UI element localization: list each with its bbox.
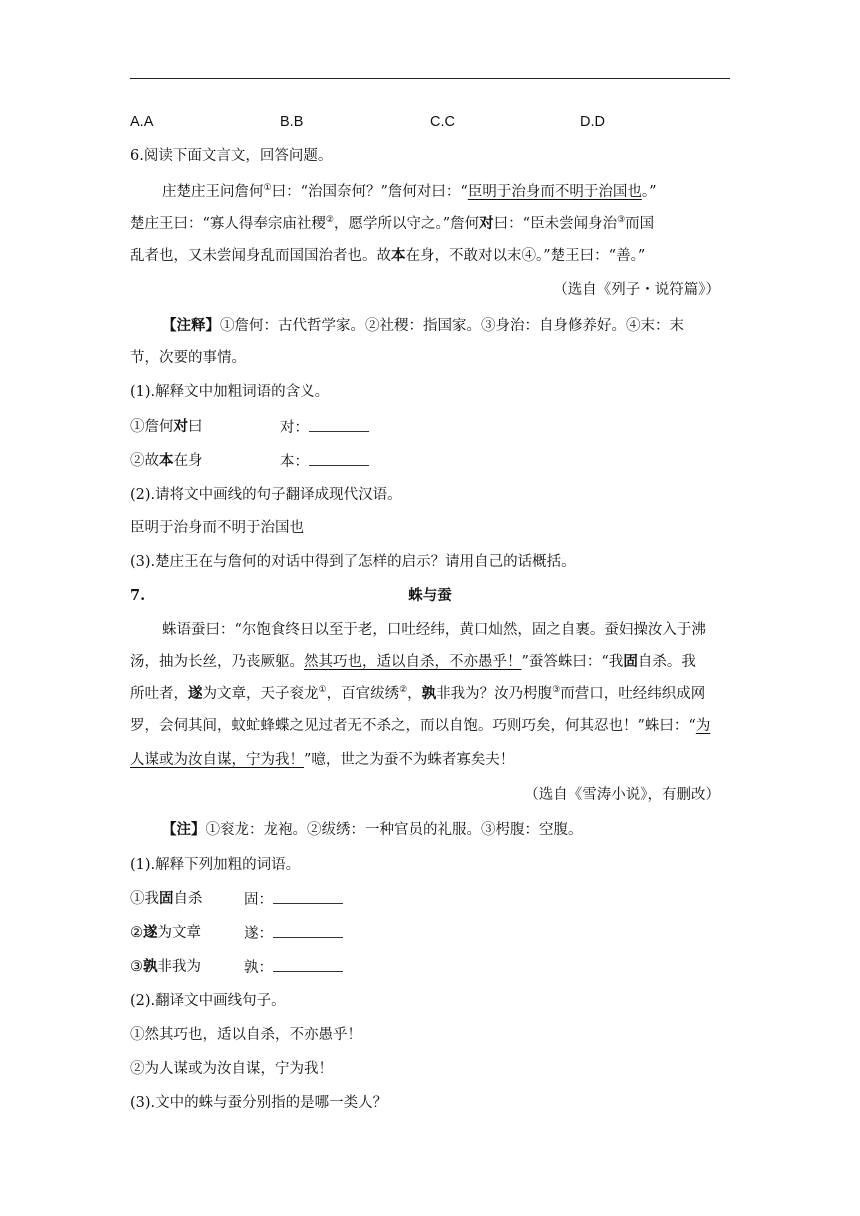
- option-c: C.C: [430, 114, 455, 130]
- text: 罗，会伺其间，蚊虻蜂蝶之见过者无不杀之，而以自饱。巧则巧矣，何其忍也！”蛛曰：“: [130, 718, 696, 734]
- notes-label: 【注】: [162, 821, 206, 838]
- notes-text: ①衮龙：龙袍。②绂绣：一种官员的礼服。③枵腹：空腹。: [205, 822, 583, 838]
- q6-heading: 6.阅读下面文言文，回答问题。: [130, 148, 333, 164]
- bold-word: 对: [173, 418, 188, 435]
- text: 曰：“臣未尝闻身治: [493, 216, 618, 232]
- q7-header: [130, 586, 730, 606]
- text: ，愿学所以守之。”詹何: [334, 216, 480, 232]
- footnote-mark: ②: [399, 685, 408, 696]
- answer-blank[interactable]: [273, 957, 343, 972]
- text: ”噫，世之为蚕不为蛛者寡矣夫！: [304, 752, 515, 768]
- text: 。”: [641, 184, 657, 200]
- text: ①詹何: [130, 419, 174, 435]
- text: 而营口，吐经纬织成网: [560, 686, 706, 702]
- question-number: 7.: [130, 587, 146, 604]
- underlined-sentence: 为: [695, 718, 711, 734]
- option-d: D.D: [580, 114, 605, 130]
- bold-word: 固: [159, 890, 174, 907]
- footnote-mark: ③: [617, 215, 626, 226]
- text: 自杀。我: [637, 654, 696, 670]
- footnote-mark: ②: [325, 215, 334, 226]
- q6-notes-line-2: 节，次要的事情。: [130, 350, 246, 366]
- bold-word: 遂: [188, 685, 203, 702]
- text: 庄楚庄王问詹何: [162, 184, 264, 200]
- answer-slot: [244, 923, 343, 944]
- top-divider: [130, 78, 730, 79]
- bold-word: 本: [159, 452, 174, 469]
- bold-word: 遂: [143, 924, 158, 941]
- q7-item-1: [130, 889, 730, 909]
- answer-options: [130, 112, 730, 132]
- q6-sentence: 臣明于治身而不明于治国也: [130, 520, 304, 536]
- text: ②故: [130, 453, 159, 469]
- answer-slot: [280, 451, 369, 472]
- text: 乱者也，又未尝闻身乱而国国治者也。故: [130, 248, 391, 264]
- text: 为文章，天子衮龙: [202, 686, 319, 702]
- text: 而国: [625, 216, 655, 232]
- text: 非我为: [157, 959, 201, 975]
- q7-item-2: [130, 923, 730, 943]
- text: 在身，不敢对以末④。”楚王曰：“善。”: [405, 248, 646, 264]
- footnote-mark: ①: [263, 183, 272, 194]
- bold-word: 本: [391, 247, 406, 264]
- q7-passage-line-1: 蛛语蚕曰：“尔饱食终日以至于老，口吐经纬，黄口灿然，固之自裹。蚕妇操汝入于沸: [162, 622, 706, 638]
- q6-passage-line-1: [162, 182, 730, 202]
- answer-label: 遂：: [244, 926, 273, 942]
- answer-blank[interactable]: [309, 417, 369, 432]
- q6-sub-question-3: (3).楚庄王在与詹何的对话中得到了怎样的启示？请用自己的话概括。: [130, 554, 576, 570]
- q7-sub-question-2: (2).翻译文中画线句子。: [130, 993, 286, 1009]
- text: ”蚕答蛛曰：“我: [521, 654, 624, 670]
- answer-blank[interactable]: [273, 923, 343, 938]
- bold-word: 孰: [143, 958, 158, 975]
- answer-label: 固：: [244, 892, 273, 908]
- q7-item-3: [130, 957, 730, 977]
- q7-notes: [162, 820, 730, 840]
- q7-translation-1: ①然其巧也，适以自杀，不亦愚乎！: [130, 1027, 362, 1043]
- q7-sub-question-1: (1).解释下列加粗的词语。: [130, 857, 301, 873]
- underlined-sentence: 人谋或为汝自谋，宁为我！: [130, 752, 304, 768]
- text: 曰：“治国奈何？”詹何对曰：“: [271, 184, 468, 200]
- q6-item-2: [130, 451, 730, 471]
- answer-slot: [244, 957, 343, 978]
- text: ①我: [130, 891, 159, 907]
- text: 自杀: [173, 891, 203, 907]
- text: ②: [130, 925, 143, 941]
- text: 所吐者，: [130, 686, 188, 702]
- bold-word: 对: [479, 215, 494, 232]
- answer-label: 本：: [280, 454, 309, 470]
- q6-passage-line-3: [130, 246, 730, 266]
- q7-passage-line-5: [130, 750, 730, 770]
- q7-passage-line-3: [130, 684, 730, 704]
- text: 汤，抽为长丝，乃丧厥躯。: [130, 654, 304, 670]
- underlined-sentence: 然其巧也，适以自杀，不亦愚乎！: [304, 654, 522, 670]
- answer-blank[interactable]: [273, 889, 343, 904]
- footnote-mark: ③: [552, 685, 561, 696]
- answer-slot: [244, 889, 343, 910]
- text: ③: [130, 959, 143, 975]
- q6-passage-line-2: [130, 214, 730, 234]
- text: ，百官绂绣: [326, 686, 400, 702]
- q7-passage-line-2: [130, 652, 730, 672]
- text: ，: [407, 686, 422, 702]
- text: 非我为？汝乃枵腹: [436, 686, 553, 702]
- q6-sub-question-1: (1).解释文中加粗词语的含义。: [130, 384, 330, 400]
- q6-item-1: [130, 417, 730, 437]
- answer-label: 对：: [280, 420, 309, 436]
- bold-word: 孰: [421, 685, 437, 702]
- option-b: B.B: [280, 114, 304, 130]
- bold-word: 固: [623, 653, 638, 670]
- underlined-sentence: 臣明于治身而不明于治国也: [467, 184, 642, 200]
- passage-title: 蛛与蚕: [408, 587, 452, 604]
- answer-blank[interactable]: [309, 451, 369, 466]
- answer-slot: [280, 417, 369, 438]
- notes-label: 【注释】: [162, 317, 220, 334]
- answer-label: 孰：: [244, 960, 273, 976]
- q7-source: （选自《雪涛小说》，有删改）: [524, 787, 720, 803]
- text: 楚庄王曰：“寡人得奉宗庙社稷: [130, 216, 326, 232]
- text: 为文章: [157, 925, 201, 941]
- q6-source: （选自《列子・说符篇》）: [553, 282, 720, 298]
- footnote-mark: ①: [318, 685, 327, 696]
- q6-sub-question-2: (2).请将文中画线的句子翻译成现代汉语。: [130, 487, 402, 503]
- text: 曰: [188, 419, 203, 435]
- q6-notes-line-1: [162, 316, 730, 336]
- notes-text: ①詹何：古代哲学家。②社稷：指国家。③身治：自身修养好。④末：末: [220, 318, 684, 334]
- text: 在身: [173, 453, 203, 469]
- q7-translation-2: ②为人谋或为汝自谋，宁为我！: [130, 1061, 333, 1077]
- q7-sub-question-3: (3).文中的蛛与蚕分别指的是哪一类人？: [130, 1095, 388, 1111]
- q7-passage-line-4: [130, 716, 730, 736]
- option-a: A.A: [130, 114, 154, 130]
